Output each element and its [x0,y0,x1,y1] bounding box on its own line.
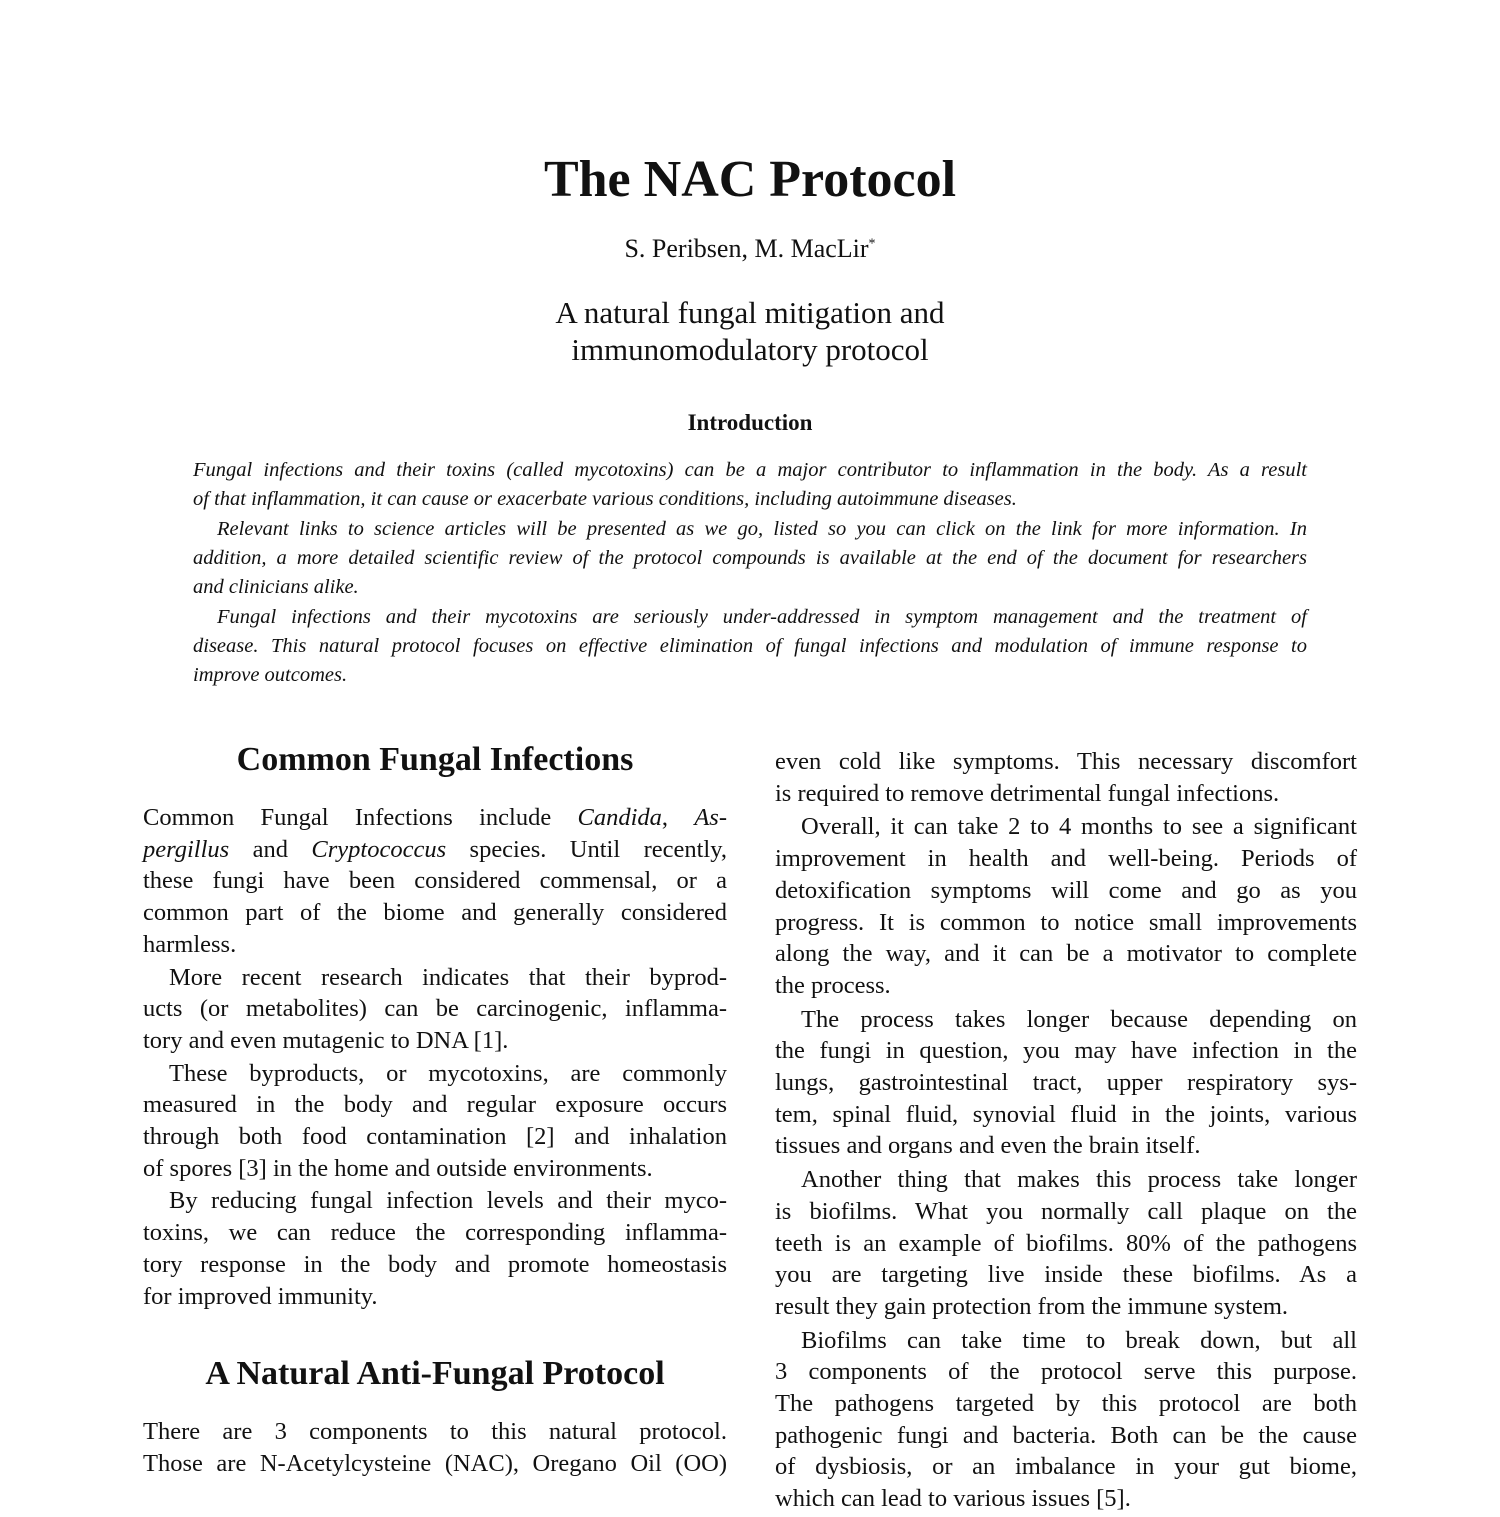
text-line: These byproducts, or mycotoxins, are commonly [169,1059,727,1087]
text-line: of spores [3] in the home and outside environments. [143,1154,653,1182]
text-line: Biofilms can take time to break down, but all [801,1326,1357,1354]
text-line: Those are N-Acetylcysteine (NAC), Oregano Oil (OO) [143,1449,727,1477]
text-line: tissues and organs and even the brain itself. [775,1132,1201,1160]
paragraph [775,746,1357,809]
text-line: Common Fungal Infections include Candida, As- [143,804,728,831]
paragraph [193,603,1307,690]
text-line: common part of the biome and generally considered [143,899,727,927]
left-column [143,740,727,1481]
text-line: ucts (or metabolites) can be carcinogenic, inflamma- [143,995,727,1023]
text-line: harmless. [143,930,237,958]
text-line: teeth is an example of biofilms. 80% of the pathogens [775,1229,1357,1257]
section-heading-common-fungal-infections: Common Fungal Infections [236,741,634,778]
subtitle-line: A natural fungal mitigation and [555,295,945,330]
author-names: S. Peribsen, M. MacLir [624,234,869,263]
text-line: improvement in health and well-being. Periods of [775,845,1357,873]
paragraph [143,1185,727,1312]
text-line: addition, a more detailed scientific review of the protocol compounds is available at the end of the document for researchers [193,547,1307,569]
text-line: There are 3 components to this natural protocol. [143,1418,727,1446]
paragraph [143,962,727,1057]
text-line: along the way, and it can be a motivator to complete [775,940,1357,968]
text-line: The pathogens targeted by this protocol are both [775,1390,1357,1418]
text-line: and clinicians alike. [193,576,359,598]
right-column [775,746,1357,1517]
text-line: tory response in the body and promote homeostasis [143,1250,727,1278]
text-line: pergillus and Cryptococcus species. Until recently, [143,835,728,863]
text-line: even cold like symptoms. This necessary discomfort [775,748,1357,775]
text-line: for improved immunity. [143,1282,378,1310]
text-line: is required to remove detrimental fungal infections. [775,779,1280,807]
text-line: result they gain protection from the immune system. [775,1292,1289,1320]
paragraph [143,1058,727,1185]
subtitle [0,294,1500,368]
text-line: improve outcomes. [193,664,348,686]
paper-title: The NAC Protocol [543,151,957,208]
text-line: More recent research indicates that their byprod- [169,963,727,991]
text-line: pathogenic fungi and bacteria. Both can be the cause [775,1421,1357,1449]
paragraph [193,456,1307,514]
text-line: the process. [775,971,891,999]
paragraph [775,811,1357,1001]
paragraph [143,802,727,961]
text-line: which can lead to various issues [5]. [775,1485,1131,1513]
text-line: tory and even mutagenic to DNA [1]. [143,1026,509,1054]
section-body-common-fungal-infections [143,802,727,1312]
text-line: By reducing fungal infection levels and their myco- [169,1187,727,1215]
paragraph [143,1416,727,1479]
text-line: Relevant links to science articles will be presented as we go, listed so you can click on the link for more information. In [217,518,1307,540]
paragraph [193,515,1307,602]
section-body-natural-anti-fungal-protocol [143,1416,727,1479]
text-line: 3 components of the protocol serve this purpose. [775,1358,1357,1386]
paragraph [775,1325,1357,1515]
text-line: tem, spinal fluid, synovial fluid in the joints, various [775,1100,1357,1128]
introduction-heading: Introduction [687,410,813,435]
text-line: of that inflammation, it can cause or exacerbate various conditions, including autoimmune diseases. [193,488,1017,510]
text-line: Overall, it can take 2 to 4 months to see a significant [801,813,1357,841]
text-line: toxins, we can reduce the corresponding inflamma- [143,1219,727,1247]
abstract [193,456,1307,691]
text-line: measured in the body and regular exposure occurs [143,1091,727,1119]
section-heading-natural-anti-fungal-protocol: A Natural Anti-Fungal Protocol [205,1355,665,1393]
text-line: the fungi in question, you may have infection in the [775,1037,1357,1065]
text-line: Fungal infections and their toxins (called mycotoxins) can be a major contributor to inflammation in the body. As a result [193,459,1307,481]
text-line: The process takes longer because depending on [801,1005,1357,1033]
subtitle-line: immunomodulatory protocol [571,332,929,367]
paragraph [775,1004,1357,1163]
text-line: is biofilms. What you normally call plaque on the [775,1197,1357,1225]
text-line: disease. This natural protocol focuses on effective elimination of fungal infections and modulation of immune response to [193,635,1307,657]
text-line: lungs, gastrointestinal tract, upper respiratory sys- [775,1069,1357,1097]
paragraph [775,1164,1357,1323]
text-line: detoxification symptoms will come and go as you [775,876,1357,904]
text-line: Fungal infections and their mycotoxins are seriously under-addressed in symptom management and the treatment of [217,606,1307,628]
text-line: these fungi have been considered commensal, or a [143,867,727,895]
text-line: you are targeting live inside these biofilms. As a [775,1261,1357,1289]
authors [0,234,1500,264]
text-line: Another thing that makes this process take longer [801,1166,1357,1194]
text-line: through both food contamination [2] and inhalation [143,1123,727,1151]
text-line: progress. It is common to notice small improvements [775,908,1357,936]
text-line: of dysbiosis, or an imbalance in your gut biome, [775,1453,1357,1481]
author-footnote-mark: * [868,236,876,252]
